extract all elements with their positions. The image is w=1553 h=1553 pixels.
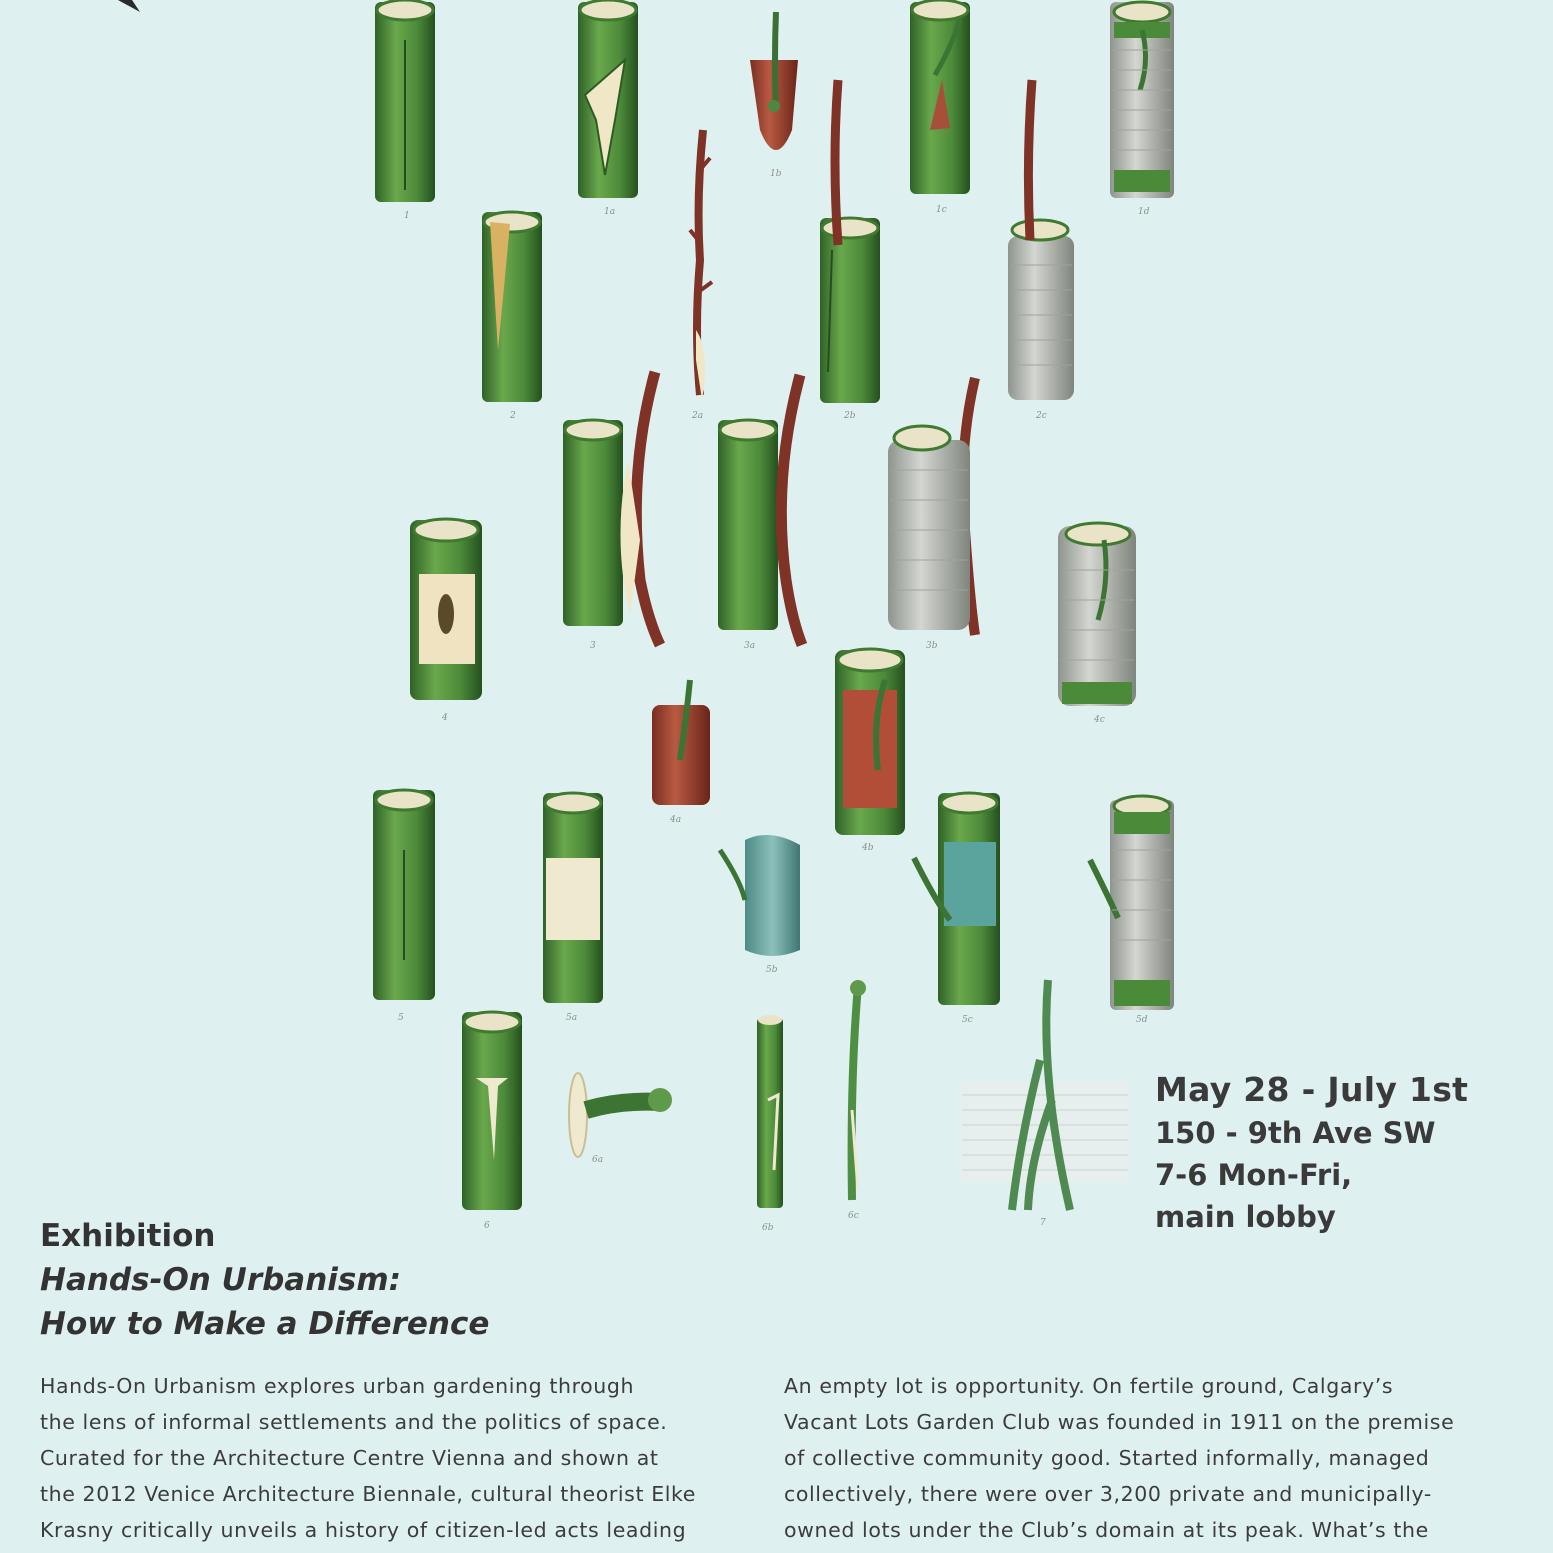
- figure-6: [462, 1012, 522, 1210]
- svg-text:5c: 5c: [962, 1015, 973, 1025]
- svg-text:5: 5: [398, 1013, 404, 1023]
- exhibition-title: [40, 1214, 489, 1346]
- body-line: the lens of informal settlements and the politics of space.: [40, 1410, 668, 1434]
- body-line: owned lots under the Club’s domain at its peak. What’s the: [784, 1518, 1429, 1542]
- body-line: Hands-On Urbanism explores urban gardening through: [40, 1374, 635, 1398]
- figure-1: [375, 0, 435, 202]
- figure-4a: [652, 680, 710, 805]
- svg-text:2b: 2b: [844, 411, 856, 421]
- title-line-2: How to Make a Difference: [40, 1306, 490, 1342]
- svg-text:2a: 2a: [692, 411, 704, 421]
- figure-1c: [910, 0, 970, 194]
- svg-text:1d: 1d: [1138, 207, 1150, 217]
- body-line: Vacant Lots Garden Club was founded in 1911 on the premise: [784, 1410, 1455, 1434]
- event-dates: May 28 - July 1st: [1155, 1070, 1469, 1109]
- body-column-left: [40, 1368, 750, 1548]
- svg-text:4c: 4c: [1094, 715, 1105, 725]
- figure-1a: [578, 0, 638, 198]
- svg-text:3b: 3b: [926, 641, 938, 651]
- figure-5b: [720, 835, 800, 956]
- figure-1d: [1110, 2, 1174, 198]
- figure-5a: [543, 793, 603, 1003]
- figure-5c: [914, 793, 1000, 1005]
- figure-4b: [835, 649, 905, 835]
- svg-text:2: 2: [510, 411, 516, 421]
- svg-text:3: 3: [590, 641, 596, 651]
- figure-6c: [850, 980, 866, 1200]
- body-column-right: [784, 1368, 1494, 1548]
- corner-leaf-icon: [118, 0, 140, 12]
- svg-text:2c: 2c: [1036, 411, 1047, 421]
- title-line-1: Hands-On Urbanism:: [40, 1262, 402, 1298]
- body-line: collectively, there were over 3,200 private and municipally-: [784, 1482, 1432, 1506]
- svg-text:4a: 4a: [670, 815, 682, 825]
- figure-6a: [569, 1073, 672, 1157]
- svg-text:7: 7: [1040, 1218, 1046, 1228]
- figure-2a: [690, 130, 712, 400]
- svg-text:6c: 6c: [848, 1211, 859, 1221]
- figure-2b: [820, 80, 880, 403]
- body-line: Krasny critically unveils a history of citizen-led acts leading: [40, 1518, 687, 1542]
- figure-3a: [718, 375, 802, 645]
- body-line: Curated for the Architecture Centre Vienna and shown at: [40, 1446, 659, 1470]
- event-address: 150 - 9th Ave SW: [1155, 1116, 1436, 1150]
- svg-text:5d: 5d: [1136, 1015, 1148, 1025]
- svg-text:1c: 1c: [936, 205, 947, 215]
- svg-text:3a: 3a: [744, 641, 756, 651]
- title-kind: Exhibition: [40, 1218, 216, 1254]
- event-location: main lobby: [1155, 1200, 1336, 1234]
- event-info: [1155, 1068, 1468, 1238]
- svg-text:6b: 6b: [762, 1223, 774, 1233]
- body-line: of collective community good. Started informally, managed: [784, 1446, 1430, 1470]
- figure-5d: [1090, 796, 1174, 1010]
- svg-text:1: 1: [404, 211, 410, 221]
- body-line: An empty lot is opportunity. On fertile ground, Calgary’s: [784, 1374, 1394, 1398]
- svg-text:6: 6: [484, 1221, 490, 1231]
- svg-text:6a: 6a: [592, 1155, 604, 1165]
- svg-text:1b: 1b: [770, 169, 782, 179]
- figure-4: [410, 519, 482, 700]
- svg-text:4b: 4b: [862, 843, 874, 853]
- figure-2: [482, 212, 542, 402]
- figure-4c: [1058, 523, 1136, 706]
- svg-text:1a: 1a: [604, 207, 616, 217]
- figure-3: [563, 372, 660, 645]
- figure-1b: [750, 12, 798, 150]
- figure-3b: [888, 378, 975, 635]
- event-hours: 7-6 Mon-Fri,: [1155, 1158, 1353, 1192]
- figure-5: [373, 790, 435, 1000]
- figure-2c: [1008, 80, 1074, 400]
- figure-6b: [757, 1015, 783, 1208]
- figure-7: [960, 980, 1130, 1210]
- body-line: the 2012 Venice Architecture Biennale, cultural theorist Elke: [40, 1482, 696, 1506]
- svg-text:5a: 5a: [566, 1013, 578, 1023]
- svg-text:4: 4: [442, 713, 448, 723]
- svg-text:5b: 5b: [766, 965, 778, 975]
